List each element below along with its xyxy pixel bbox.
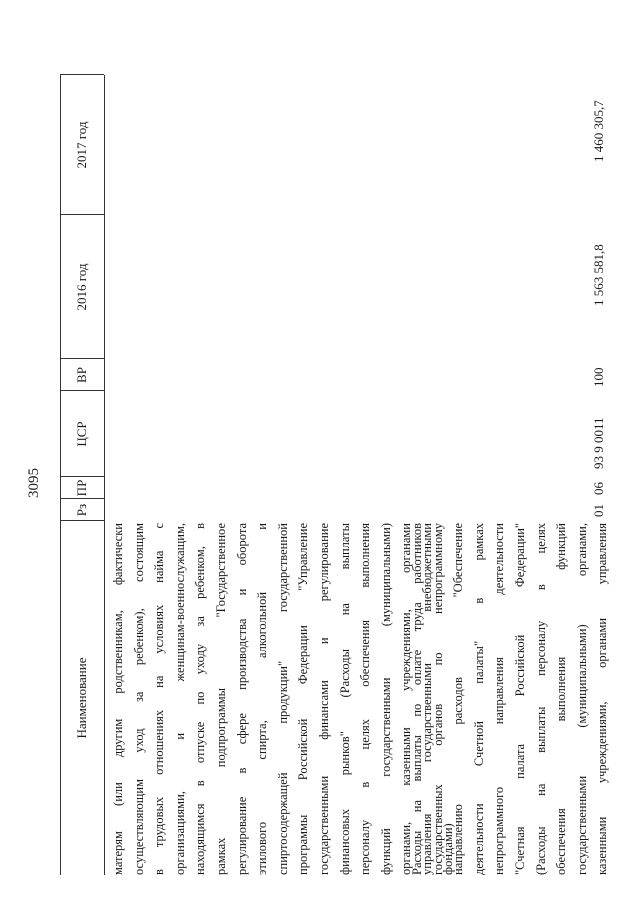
text-line: этилового спирта, алкогольной и <box>255 523 270 875</box>
cell-2017: 1 460 305,7 <box>591 100 606 162</box>
cell-vr: 100 <box>591 367 606 387</box>
header-2017: 2017 год <box>74 121 89 169</box>
text-line: осуществляющим уход за ребенком), состоящим <box>131 523 146 875</box>
text-line: непрограммного направления деятельности <box>492 523 507 875</box>
text-line: рамках подпрограммы "Государственное <box>213 523 228 875</box>
text-line: направлению расходов "Обеспечение <box>451 523 466 875</box>
header-pr: ПР <box>74 479 89 497</box>
header-vr: ВР <box>74 367 89 383</box>
header-rz: Рз <box>74 503 89 517</box>
text-line: регулирование в сфере производства и оборота <box>234 523 249 875</box>
header-name: Наименование <box>74 657 89 739</box>
text-line: программы Российской Федерации "Управление <box>296 523 311 875</box>
table-row-name <box>407 523 613 875</box>
text-line: функций государственными (муниципальными) <box>378 523 393 875</box>
header-2016: 2016 год <box>74 263 89 311</box>
text-line: находящимся в отпуске по уходу за ребенком, в <box>193 523 208 875</box>
header-csr: ЦСР <box>74 421 89 447</box>
text-line: управления государственными внебюджетными <box>419 523 434 875</box>
text-line: государственных органов по непрограммному <box>430 523 445 875</box>
text-line: государственными финансами и регулирование <box>316 523 331 875</box>
table-row-name-continued <box>108 523 458 875</box>
text-line: в трудовых отношениях на условиях найма с <box>152 523 167 875</box>
text-line: (Расходы на выплаты персоналу в целях <box>533 523 548 875</box>
text-line: деятельности Счетной палаты" в рамках <box>471 523 486 875</box>
text-line: спиртосодержащей продукции" государственной <box>275 523 290 875</box>
text-line: персоналу в целях обеспечения выполнения <box>358 523 373 875</box>
cell-2016: 1 563 581,8 <box>591 244 606 306</box>
text-line: Расходы на выплаты по оплате труда работников <box>410 523 424 875</box>
text-line: казенными учреждениями, органами управления <box>595 523 610 875</box>
table-header-border <box>104 75 105 875</box>
text-line: органами, казенными учреждениями, органами <box>399 523 414 875</box>
text-line: фондами) <box>440 823 455 875</box>
text-line: финансовых рынков" (Расходы на выплаты <box>337 523 352 875</box>
page-number: 3095 <box>26 468 42 498</box>
cell-csr: 93 9 0011 <box>591 417 606 469</box>
cell-pr: 06 <box>591 482 606 495</box>
text-line: организациями, и женщинам-военнослужащим, <box>172 523 187 875</box>
text-line: обеспечения выполнения функций <box>554 523 569 875</box>
text-line: "Счетная палата Российской Федерации" <box>512 523 527 875</box>
table-top-border <box>60 75 61 875</box>
text-line: матерям (или другим родственникам, фактически <box>111 523 125 875</box>
cell-rz: 01 <box>591 504 606 517</box>
text-line: государственными (муниципальными) органами, <box>574 523 589 875</box>
